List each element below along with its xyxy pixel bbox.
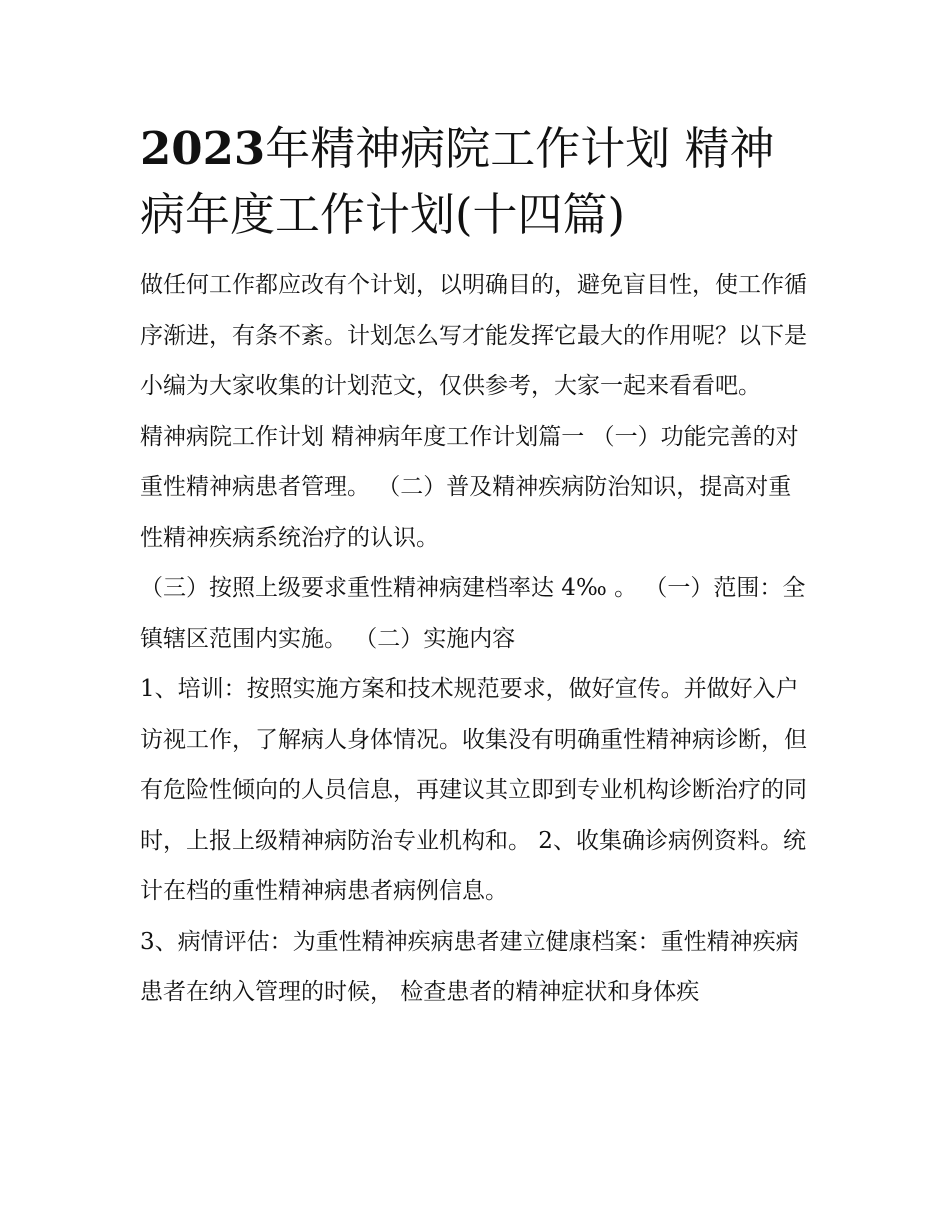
body-paragraph: 精神病院工作计划 精神病年度工作计划篇一 （一）功能完善的对重性精神病患者管理。 （二）普及精神疾病防治知识，提高对重性精神疾病系统治疗的认识。 (140, 423, 799, 551)
body-paragraph: 1、培训：按照实施方案和技术规范要求，做好宣传。并做好入户访视工作，了解病人身体情况。收集没有明确重性精神病诊断，但有危险性倾向的人员信息，再建议其立即到专业机构诊断治疗的同时，上报上级精神病防治专业机构和。 2、收集确诊病例资料。统计在档的重性精神病患者病例信息。 (140, 676, 807, 904)
document-body (140, 116, 812, 1018)
body-paragraph: 3、病情评估：为重性精神疾病患者建立健康档案：重性精神疾病患者在纳入管理的时候， 检查患者的精神症状和身体疾 (140, 928, 799, 1005)
document-title (140, 116, 812, 248)
intro-paragraph: 做任何工作都应改有个计划，以明确目的，避免盲目性，使工作循序渐进，有条不紊。计划怎么写才能发挥它最大的作用呢？以下是小编为大家收集的计划范文，仅供参考，大家一起来看看吧。 (140, 272, 807, 399)
title-text: 年精神病院工作计划 精神病年度工作计划(十四篇) (140, 122, 775, 241)
body-paragraph: （三）按照上级要求重性精神病建档率达 4‰ 。 （一）范围：全镇辖区范围内实施。 （二）实施内容 (140, 575, 806, 652)
title-year: 2023 (140, 122, 266, 175)
